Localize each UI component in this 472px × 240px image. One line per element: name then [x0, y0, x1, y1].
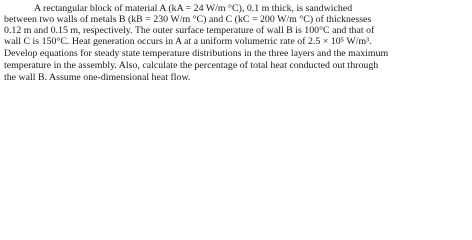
- problem-line-2: between two walls of metals B (kB = 230 W/m °C) and C (kC = 200 W/m °C) of thicknesses: [4, 14, 372, 25]
- problem-text-page: [0, 0, 472, 112]
- problem-line-5: Develop equations for steady state temperature distributions in the three layers and the maximum: [4, 48, 389, 59]
- problem-line-1: A rectangular block of material A (kA = 24 W/m °C), 0.1 m thick, is sandwiched: [34, 3, 353, 14]
- problem-line-4: wall C is 150°C. Heat generation occurs in A at a uniform volumetric rate of 2.5 × 10⁵ W/m³.: [4, 36, 372, 47]
- problem-line-7: the wall B. Assume one-dimensional heat flow.: [4, 72, 191, 83]
- problem-line-3: 0.12 m and 0.15 m, respectively. The outer surface temperature of wall B is 100°C and that of: [4, 25, 375, 36]
- problem-line-6: temperature in the assembly. Also, calculate the percentage of total heat conducted out through: [4, 60, 379, 71]
